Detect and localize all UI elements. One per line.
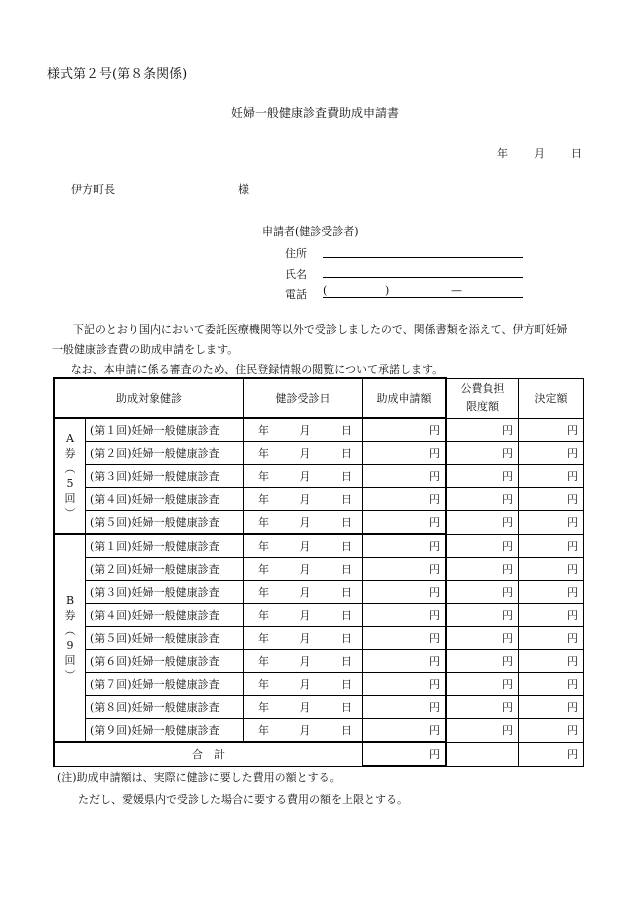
exam-date-month: 月 [299,470,311,483]
limit-amount: 円 [446,511,519,535]
apply-amount-field[interactable]: 円 [363,673,447,696]
exam-date-field[interactable] [244,558,363,581]
exam-date-month: 月 [299,540,311,553]
decided-amount: 円 [519,650,584,673]
exam-date-year: 年 [258,586,269,599]
limit-amount: 円 [446,534,519,558]
table-row [54,488,584,511]
table-row [54,696,584,719]
date-month-label: 月 [534,147,545,160]
exam-date-month: 月 [299,493,311,506]
exam-date-day: 日 [341,655,352,668]
group-b-label-char: 9 [66,639,74,652]
total-decided[interactable]: 円 [519,742,584,766]
exam-date-day: 日 [341,424,352,437]
exam-name: (第４回)妊婦一般健康診査 [86,604,244,627]
group-b-label-char: ︵ [64,624,76,637]
table-header-row [54,378,584,418]
limit-amount: 円 [446,418,519,442]
address-field[interactable] [323,244,523,258]
phone-open-paren: ( [323,284,328,297]
body-text [52,320,578,380]
phone-dash: — [451,284,462,297]
table-row [54,418,584,442]
application-date [497,145,582,161]
exam-date-month: 月 [299,724,311,737]
group-b-label [54,534,86,742]
exam-date-month: 月 [299,678,311,691]
exam-date-day: 日 [341,540,352,553]
exam-date-field[interactable] [244,719,363,743]
exam-date-year: 年 [258,724,269,737]
apply-amount-field[interactable]: 円 [363,488,447,511]
header-exam-date: 健診受診日 [244,378,363,418]
limit-amount: 円 [446,488,519,511]
exam-date-year: 年 [258,493,269,506]
phone-label: 電話 [285,288,307,301]
exam-date-field[interactable] [244,534,363,558]
exam-date-field[interactable] [244,418,363,442]
group-a-label-char: A [66,432,74,445]
apply-amount-field[interactable]: 円 [363,511,447,535]
apply-amount-field[interactable]: 円 [363,534,447,558]
group-b-label-char: ︶ [64,669,76,682]
exam-name: (第５回)妊婦一般健康診査 [86,511,244,535]
group-a-label-char: ︵ [64,462,76,475]
exam-date-year: 年 [258,516,269,529]
exam-date-year: 年 [258,701,269,714]
exam-date-year: 年 [258,447,269,460]
exam-date-day: 日 [341,678,352,691]
apply-amount-field[interactable]: 円 [363,719,447,743]
exam-date-day: 日 [341,516,352,529]
table-row [54,465,584,488]
exam-date-day: 日 [341,586,352,599]
exam-date-month: 月 [299,609,311,622]
decided-amount: 円 [519,465,584,488]
exam-date-day: 日 [341,632,352,645]
exam-name: (第７回)妊婦一般健康診査 [86,673,244,696]
limit-amount: 円 [446,558,519,581]
table-row [54,442,584,465]
applicant-heading: 申請者(健診受診者) [262,225,359,238]
exam-date-year: 年 [258,424,269,437]
group-b-label-char: 回 [64,654,76,667]
exam-name: (第６回)妊婦一般健康診査 [86,650,244,673]
exam-date-year: 年 [258,678,269,691]
exam-date-field[interactable] [244,511,363,535]
decided-amount: 円 [519,581,584,604]
exam-date-year: 年 [258,540,269,553]
group-a-label-char: ︶ [64,507,76,520]
exam-date-day: 日 [341,724,352,737]
apply-amount-field[interactable]: 円 [363,604,447,627]
total-limit [446,742,519,766]
group-b-label-char: B [65,594,75,607]
limit-amount: 円 [446,627,519,650]
decided-amount: 円 [519,604,584,627]
limit-amount: 円 [446,442,519,465]
exam-name: (第９回)妊婦一般健康診査 [86,719,244,743]
exam-date-day: 日 [341,470,352,483]
exam-name: (第１回)妊婦一般健康診査 [86,534,244,558]
decided-amount: 円 [519,488,584,511]
apply-amount-field[interactable]: 円 [363,418,447,442]
body-paragraph-1: 下記のとおり国内において委託医療機関等以外で受診しましたので、関係書類を添えて、伊方町妊婦一般健康診査費の助成申請をします。 [52,323,568,356]
table-row [54,511,584,535]
exam-date-field[interactable] [244,581,363,604]
name-field[interactable] [323,264,523,278]
exam-date-month: 月 [299,424,311,437]
exam-name: (第４回)妊婦一般健康診査 [86,488,244,511]
exam-date-month: 月 [299,655,311,668]
body-paragraph-2: なお、本申請に係る審査のため、住民登録情報の閲覧について承諾します。 [70,363,444,376]
phone-field[interactable] [323,284,523,298]
total-row [54,742,584,766]
decided-amount: 円 [519,534,584,558]
exam-date-field[interactable] [244,465,363,488]
exam-date-year: 年 [258,563,269,576]
exam-date-field[interactable] [244,488,363,511]
exam-date-month: 月 [299,516,311,529]
exam-name: (第２回)妊婦一般健康診査 [86,558,244,581]
exam-date-field[interactable] [244,442,363,465]
table-row [54,673,584,696]
header-limit-line2: 限度額 [466,400,499,413]
address-label: 住所 [285,247,307,260]
apply-amount-field[interactable]: 円 [363,442,447,465]
limit-amount: 円 [446,581,519,604]
apply-amount-field[interactable]: 円 [363,465,447,488]
table-row [54,650,584,673]
decided-amount: 円 [519,696,584,719]
table-row [54,719,584,743]
total-apply-amount[interactable]: 円 [363,742,447,766]
note-line-1: (注)助成申請額は、実際に健診に要した費用の額とする。 [57,771,341,784]
group-a-label-char: 回 [64,492,76,505]
exam-name: (第３回)妊婦一般健康診査 [86,465,244,488]
header-decided: 決定額 [519,378,584,418]
exam-name: (第２回)妊婦一般健康診査 [86,442,244,465]
exam-date-field[interactable] [244,696,363,719]
exam-date-month: 月 [299,701,311,714]
exam-name: (第１回)妊婦一般健康診査 [86,418,244,442]
apply-amount-field[interactable]: 円 [363,650,447,673]
exam-date-field[interactable] [244,627,363,650]
apply-amount-field[interactable]: 円 [363,627,447,650]
date-year-label: 年 [497,147,508,160]
group-a-label-char: 券 [64,447,76,460]
name-label: 氏名 [285,268,307,281]
note-line-2: ただし、愛媛県内で受診した場合に要する費用の額を上限とする。 [78,793,408,806]
limit-amount: 円 [446,719,519,743]
total-label: 合 計 [54,742,363,766]
limit-amount: 円 [446,465,519,488]
decided-amount: 円 [519,719,584,743]
phone-close-paren: ) [385,284,390,297]
exam-name: (第８回)妊婦一般健康診査 [86,696,244,719]
limit-amount: 円 [446,650,519,673]
header-apply-amount: 助成申請額 [363,378,447,418]
header-limit-line1: 公費負担 [460,382,505,395]
exam-date-month: 月 [299,447,311,460]
exam-date-field[interactable] [244,673,363,696]
table-row [54,534,584,558]
exam-date-year: 年 [258,470,269,483]
decided-amount: 円 [519,558,584,581]
exam-date-year: 年 [258,655,269,668]
decided-amount: 円 [519,627,584,650]
exam-date-day: 日 [341,701,352,714]
exam-date-field[interactable] [244,650,363,673]
exam-date-year: 年 [258,609,269,622]
table-row [54,558,584,581]
form-code: 様式第２号(第８条関係) [47,67,188,82]
addressee-honorific: 様 [238,183,249,196]
addressee: 伊方町長 [71,183,115,196]
decided-amount: 円 [519,673,584,696]
exam-date-month: 月 [299,586,311,599]
header-target: 助成対象健診 [54,378,244,418]
exam-name: (第３回)妊婦一般健康診査 [86,581,244,604]
exam-date-field[interactable] [244,604,363,627]
header-limit [446,378,519,418]
apply-amount-field[interactable]: 円 [363,581,447,604]
exam-date-day: 日 [341,493,352,506]
limit-amount: 円 [446,604,519,627]
exam-date-day: 日 [341,563,352,576]
date-day-label: 日 [571,147,582,160]
group-a-label-char: 5 [66,477,74,490]
table-row [54,604,584,627]
group-a-label [54,418,86,534]
exam-date-month: 月 [299,632,311,645]
table-row [54,581,584,604]
apply-amount-field[interactable]: 円 [363,558,447,581]
limit-amount: 円 [446,696,519,719]
apply-amount-field[interactable]: 円 [363,696,447,719]
decided-amount: 円 [519,418,584,442]
grant-table [53,377,584,767]
group-b-label-char: 券 [64,609,76,622]
exam-date-day: 日 [341,447,352,460]
decided-amount: 円 [519,511,584,535]
exam-date-month: 月 [299,563,311,576]
table-row [54,627,584,650]
limit-amount: 円 [446,673,519,696]
exam-name: (第５回)妊婦一般健康診査 [86,627,244,650]
document-title: 妊婦一般健康診査費助成申請書 [230,106,399,120]
exam-date-year: 年 [258,632,269,645]
decided-amount: 円 [519,442,584,465]
exam-date-day: 日 [341,609,352,622]
